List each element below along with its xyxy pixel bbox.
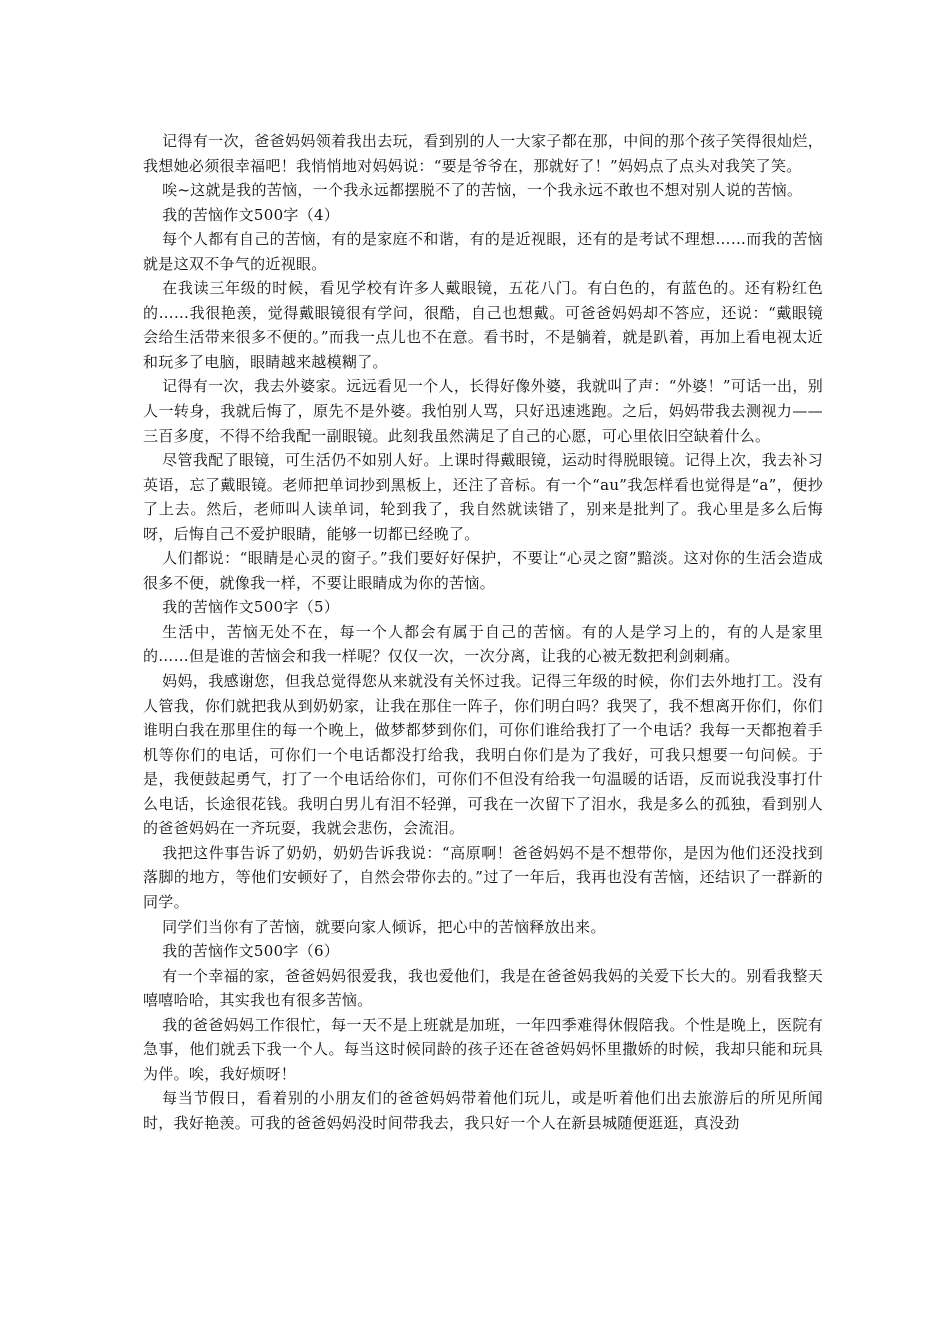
paragraph: 尽管我配了眼镜，可生活仍不如别人好。上课时得戴眼镜，运动时得脱眼镜。记得上次，我去补习英语，忘了戴眼镜。老师把单词抄到黑板上，还注了音标。有一个“au”我怎样看也觉得是“a”，便抄了上去。然后，老师叫人读单词，轮到我了，我自然就读错了，别来是批判了。我心里是多么后悔呀，后悔自己不爱护眼睛，能够一切都已经晚了。 [143,451,823,543]
paragraph: 妈妈，我感谢您，但我总觉得您从来就没有关怀过我。记得三年级的时候，你们去外地打工。没有人管我，你们就把我从到奶奶家，让我在那住一阵子，你们明白吗？我哭了，我不想离开你们，你们谁明白我在那里住的每一个晚上，做梦都梦到你们，可你们谁给我打了一个电话？我每一天都抱着手机等你们的电话，可你们一个电话都没打给我，我明白你们是为了我好，可我只想要一句问候。于是，我便鼓起勇气，打了一个电话给你们，可你们不但没有给我一句温暖的话语，反而说我没事打什么电话，长途很花钱。我明白男儿有泪不轻弹，可我在一次留下了泪水，我是多么的孤独，看到别人的爸爸妈妈在一齐玩耍，我就会悲伤，会流泪。 [143,672,823,838]
section-heading: 我的苦恼作文500字（5） [162,598,340,617]
paragraph: 记得有一次，爸爸妈妈领着我出去玩，看到别的人一大家子都在那，中间的那个孩子笑得很灿烂，我想她必须很幸福吧！我悄悄地对妈妈说：“要是爷爷在，那就好了！”妈妈点了点头对我笑了笑。 [143,132,823,175]
paragraph: 同学们当你有了苦恼，就要向家人倾诉，把心中的苦恼释放出来。 [162,917,606,936]
paragraph: 在我读三年级的时候，看见学校有许多人戴眼镜，五花八门。有白色的，有蓝色的。还有粉红色的……我很艳羡，觉得戴眼镜很有学问，很酷，自己也想戴。可爸爸妈妈却不答应，还说：“戴眼镜会给生活带来很多不便的。”而我一点儿也不在意。看书时，不是躺着，就是趴着，再加上看电视太近和玩多了电脑，眼睛越来越模糊了。 [143,279,823,371]
section-heading: 我的苦恼作文500字（6） [162,942,340,961]
paragraph: 记得有一次，我去外婆家。远远看见一个人，长得好像外婆，我就叫了声：“外婆！”可话一出，别人一转身，我就后悔了，原先不是外婆。我怕别人骂，只好迅速逃跑。之后，妈妈带我去测视力——三百多度，不得不给我配一副眼镜。此刻我虽然满足了自己的心愿，可心里依旧空缺着什么。 [143,377,823,445]
paragraph: 每当节假日，看着别的小朋友们的爸爸妈妈带着他们玩儿，或是听着他们出去旅游后的所见所闻时，我好艳羡。可我的爸爸妈妈没时间带我去，我只好一个人在新县城随便逛逛，真没劲 [143,1089,823,1132]
paragraph: 每个人都有自己的苦恼，有的是家庭不和谐，有的是近视眼，还有的是考试不理想……而我的苦恼就是这双不争气的近视眼。 [143,230,823,273]
section-heading: 我的苦恼作文500字（4） [162,205,340,224]
paragraph: 生活中，苦恼无处不在，每一个人都会有属于自己的苦恼。有的人是学习上的，有的人是家里的……但是谁的苦恼会和我一样呢？仅仅一次，一次分离，让我的心被无数把利剑刺痛。 [143,622,823,666]
paragraph: 我的爸爸妈妈工作很忙，每一天不是上班就是加班，一年四季难得休假陪我。个性是晚上，医院有急事，他们就丢下我一个人。每当这时候同龄的孩子还在爸爸妈妈怀里撒娇的时候，我却只能和玩具为伴。唉，我好烦呀！ [143,1015,823,1083]
paragraph: 我把这件事告诉了奶奶，奶奶告诉我说：“高原啊！爸爸妈妈不是不想带你，是因为他们还没找到落脚的地方，等他们安顿好了，自然会带你去的。”过了一年后，我再也没有苦恼，还结识了一群新的同学。 [143,843,823,911]
document-page [143,129,823,1135]
paragraph: 人们都说：“眼睛是心灵的窗子。”我们要好好保护，不要让“心灵之窗”黯淡。这对你的生活会造成很多不便，就像我一样，不要让眼睛成为你的苦恼。 [143,549,823,592]
paragraph: 唉~这就是我的苦恼，一个我永远都摆脱不了的苦恼，一个我永远不敢也不想对别人说的苦恼。 [162,181,803,200]
paragraph: 有一个幸福的家，爸爸妈妈很爱我，我也爱他们，我是在爸爸妈我妈的关爱下长大的。别看我整天嘻嘻哈哈，其实我也有很多苦恼。 [143,966,823,1010]
